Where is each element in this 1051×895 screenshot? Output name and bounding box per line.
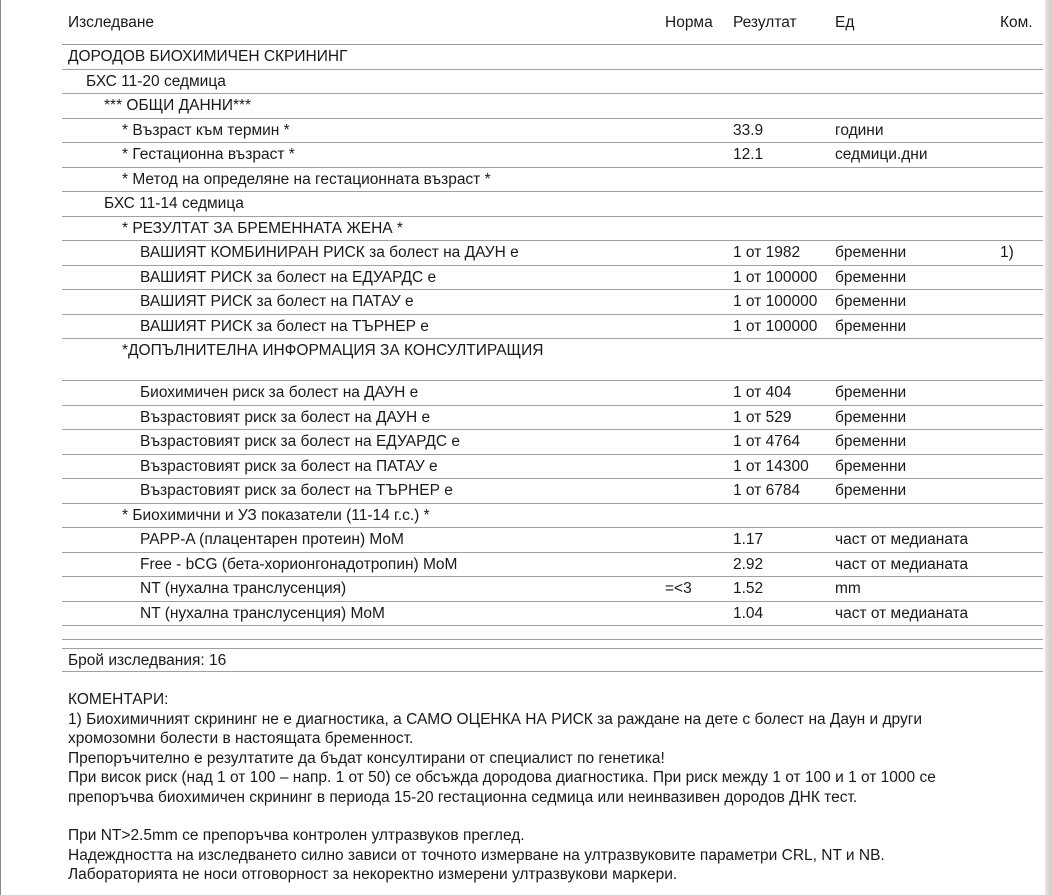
row-unit: бременни: [835, 384, 907, 401]
row-test-name: ДОРОДОВ БИОХИМИЧЕН СКРИНИНГ: [68, 48, 348, 65]
row-unit: бременни: [835, 433, 907, 450]
row-test-name: Възрастовият риск за болест на ТЪРНЕР е: [140, 482, 453, 499]
page-left-border: [0, 0, 1, 895]
table-row: [62, 406, 1043, 431]
table-row: [62, 553, 1043, 578]
row-result: 1 от 4764: [733, 433, 801, 450]
results-table: [62, 45, 1043, 626]
table-row: [62, 217, 1043, 242]
row-unit: бременни: [835, 293, 907, 310]
row-test-name: * РЕЗУЛТАТ ЗА БРЕМЕННАТА ЖЕНА *: [122, 219, 403, 237]
comments-paragraph-1: [68, 710, 1008, 808]
row-unit: част от медианата: [835, 555, 969, 573]
row-test-name: *** ОБЩИ ДАННИ***: [104, 97, 252, 114]
row-unit: бременни: [835, 317, 907, 335]
row-result: 1 от 6784: [733, 482, 801, 499]
row-test-name: Биохимичен риск за болест на ДАУН е: [140, 384, 419, 401]
page-right-shadow: [1045, 0, 1051, 895]
row-result: 33.9: [733, 121, 764, 139]
row-unit: бременни: [835, 482, 907, 499]
table-row: [62, 602, 1043, 627]
table-row: [62, 45, 1043, 70]
table-header: [62, 0, 1043, 45]
table-row: [62, 504, 1043, 529]
test-count: Брой изследвания: 16: [68, 652, 227, 669]
comments-section: [62, 690, 1008, 885]
header-result: Резултат: [733, 14, 797, 31]
row-test-name: БХС 11-20 седмица: [86, 72, 226, 90]
comment-line: препоръчва биохимичен скрининг в периода 15-20 гестационна седмица или неинвазивен дородов ДНК тест.: [68, 788, 858, 806]
table-row: [62, 339, 1043, 381]
row-result: 1.17: [733, 531, 764, 548]
table-row: [62, 577, 1043, 602]
row-result: 1 от 14300: [733, 457, 809, 475]
row-test-name: БХС 11-14 седмица: [104, 195, 244, 212]
row-test-name: Free - bCG (бета-хорионгонадотропин) MoM: [140, 555, 458, 573]
row-test-name: * Биохимични и УЗ показатели (11-14 г.с.) *: [122, 506, 430, 524]
row-test-name: * Възраст към термин *: [122, 121, 290, 139]
row-norm: =<3: [665, 580, 692, 597]
row-result: 1 от 100000: [733, 293, 818, 310]
report-page: [62, 0, 1043, 885]
row-unit: част от медианата: [835, 604, 969, 622]
header-norm: Норма: [665, 14, 713, 31]
comment-line: Лабораторията не носи отговорност за некоректно измерени ултразвукови маркери.: [68, 866, 678, 883]
row-result: 1 от 529: [733, 408, 792, 426]
table-row: [62, 315, 1043, 340]
table-row: [62, 143, 1043, 168]
table-row: [62, 455, 1043, 480]
table-row: [62, 192, 1043, 217]
row-unit: част от медианата: [835, 531, 969, 548]
header-unit: Ед: [835, 14, 855, 31]
table-row: [62, 290, 1043, 315]
comment-line: 1) Биохимичният скрининг не е диагностика, а САМО ОЦЕНКА НА РИСК за раждане на дете с болест на Даун и други: [68, 710, 923, 728]
row-test-name: ВАШИЯТ РИСК за болест на ЕДУАРДС е: [140, 268, 437, 286]
table-row: [62, 430, 1043, 455]
comment-line: При висок риск (над 1 от 100 – напр. 1 от 50) се обсъжда дородова диагностика. При риск между 1 от 100 и 1 от 1000 се: [68, 769, 936, 786]
row-unit: бременни: [835, 408, 907, 426]
row-result: 1 от 1982: [733, 244, 801, 261]
row-test-name: Възрастовият риск за болест на ПАТАУ е: [140, 457, 438, 475]
row-unit: бременни: [835, 268, 907, 286]
table-row: [62, 381, 1043, 406]
header-test: Изследване: [68, 14, 155, 31]
table-row: [62, 266, 1043, 291]
row-test-name: * Метод на определяне на гестационната възраст *: [122, 170, 491, 188]
row-test-name: Възрастовият риск за болест на ЕДУАРДС е: [140, 433, 461, 450]
table-row: [62, 241, 1043, 266]
row-result: 12.1: [733, 146, 764, 163]
row-result: 1 от 100000: [733, 268, 818, 286]
comments-paragraph-2: [68, 826, 1008, 885]
row-test-name: NT (нухална транслусенция) MoM: [140, 604, 385, 622]
row-test-name: NT (нухална транслусенция): [140, 580, 347, 597]
table-row: [62, 479, 1043, 504]
test-count-row: [62, 648, 1043, 672]
table-row: [62, 119, 1043, 144]
row-test-name: Възрастовият риск за болест на ДАУН е: [140, 408, 431, 426]
row-unit: бременни: [835, 244, 907, 261]
row-result: 1 от 100000: [733, 317, 818, 335]
comments-title: КОМЕНТАРИ:: [68, 691, 169, 708]
row-unit: mm: [835, 580, 861, 597]
comment-line: При NT>2.5mm се препоръчва контролен ултразвуков преглед.: [68, 827, 525, 844]
row-result: 1.04: [733, 604, 764, 622]
table-spacer: [62, 626, 1043, 640]
row-result: 2.92: [733, 555, 764, 573]
table-row: [62, 168, 1043, 193]
row-result: 1 от 404: [733, 384, 792, 401]
row-result: 1.52: [733, 580, 764, 597]
row-test-name: ВАШИЯТ РИСК за болест на ПАТАУ е: [140, 293, 414, 310]
table-row: [62, 528, 1043, 553]
row-unit: години: [835, 121, 884, 139]
row-test-name: * Гестационна възраст *: [122, 146, 295, 163]
comment-line: хромозомни болести в настоящата бременност.: [68, 730, 414, 747]
row-unit: седмици.дни: [835, 146, 928, 163]
comments-gap: [68, 807, 1008, 826]
comment-line: Надеждността на изследването силно зависи от точното измерване на ултразвуковите параметри CRL, NT и NB.: [68, 846, 885, 864]
row-test-name: PAPP-A (плацентарен протеин) MoM: [140, 531, 404, 548]
row-comment: 1): [1000, 244, 1014, 261]
header-comment: Ком.: [1000, 14, 1033, 31]
row-test-name: ВАШИЯТ КОМБИНИРАН РИСК за болест на ДАУН е: [140, 244, 519, 261]
table-row: [62, 70, 1043, 95]
comment-line: Препоръчително е резултатите да бъдат консултирани от специалист по генетика!: [68, 749, 665, 767]
row-test-name: ВАШИЯТ РИСК за болест на ТЪРНЕР е: [140, 317, 429, 335]
table-row: [62, 94, 1043, 119]
row-unit: бременни: [835, 457, 907, 475]
row-test-name: *ДОПЪЛНИТЕЛНА ИНФОРМАЦИЯ ЗА КОНСУЛТИРАЩИЯ: [122, 342, 544, 359]
